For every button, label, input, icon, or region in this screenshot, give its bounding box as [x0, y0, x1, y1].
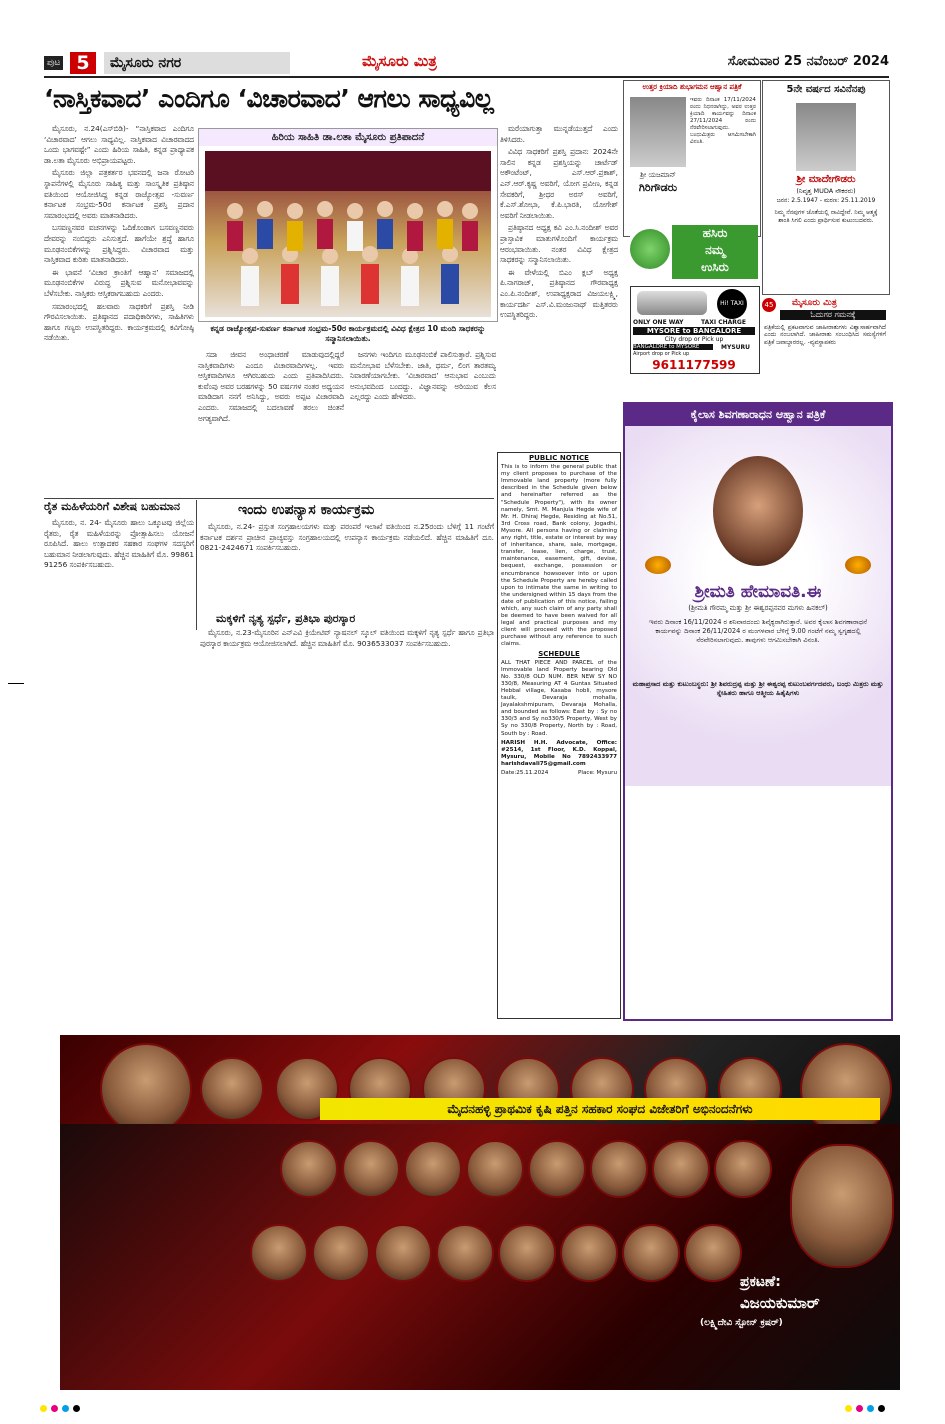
- public-notice-text: This is to inform the general public that my client proposes to purchase of the Immovable land property (more fully described in the Schedule given below and hereinafter referred as the "Schedule Property"), with its owner namely, Smt. M. Manjula Hegde wife of Mr. H. Dhiraj Hegde, Residing at No.51, 3rd Cross road, Bank colony, Jogadhi, Mysore. All persons having or claiming any right, title, estate or interest by way of inheritance, share, sale, mortgage, transfer, lease, lien, charge, trust, maintenance, easement, gift, devise, bequest, exchange, possession or encumbrance howsoever into or upon the Schedule Property are hereby called upon to intimate the same in writing to the undersigned within 15 days from the date of publication of this notice, failing which, any such claim of any party shall be deemed to have been waived for all legal and practical purposes and my client will proceed with the proposed purchase without any reference to such claims.: [501, 464, 617, 648]
- page-number: 5: [70, 52, 96, 74]
- section-name: ಮೈಸೂರು ನಗರ: [104, 52, 290, 74]
- deceased-relation: (ಶ್ರೀಮತಿ ಗೌರಮ್ಮ ಮತ್ತು ಶ್ರೀ ಈಶ್ವರಪ್ಪನವರ ಮಗಳು ಹಿನಕಲ್): [688, 604, 828, 612]
- divider: [196, 500, 197, 630]
- advocate-details: HARISH H.H. Advocate, Office: #2514, 1st Floor, K.D. Koppal, Mysuru, Mobile No 7892433977 harishdavali75@gmail.com: [501, 739, 617, 767]
- readers-notice-text: ಪತ್ರಿಕೆಯಲ್ಲಿ ಪ್ರಕಟವಾಗುವ ಜಾಹೀರಾತುಗಳು ವಿಶ್ವಾಸಾರ್ಹವಾಗಿದೆ ಎಂದು ನಂಬಲಾಗಿದೆ. ಜಾಹೀರಾತು ಸಂಬಂಧಿಸಿದ ಸಮಸ್ಯೆಗಳಿಗೆ ಪತ್ರಿಕೆ ಜವಾಬ್ದಾರರಲ್ಲ. -ವ್ಯವಸ್ಥಾಪಕರು: [764, 324, 886, 346]
- black-dot: [73, 1405, 80, 1412]
- farmer-story-body: [44, 518, 194, 626]
- obituary-girigowda: [623, 80, 761, 237]
- member-portrait: [714, 1140, 772, 1198]
- photo-caption: ಕನ್ನಡ ರಾಜ್ಯೋತ್ಸವ-ಸುವರ್ಣ ಕರ್ನಾಟಕ ಸಂಭ್ರಮ-50ರ ಕಾರ್ಯಕ್ರಮದಲ್ಲಿ ವಿವಿಧ ಕ್ಷೇತ್ರದ 10 ಮಂದಿ ಸಾಧಕರನ್ನು ಸನ್ಮಾನಿಸಲಾಯಿತು.: [210, 324, 486, 343]
- taxi-top-right: TAXI CHARGE: [701, 319, 746, 326]
- taxi-route-1-sub: City drop or Pick up: [664, 336, 724, 343]
- cyan-dot: [867, 1405, 874, 1412]
- yellow-dot: [40, 1405, 47, 1412]
- paragraph: ಜನಗಳು ಇಂದಿಗೂ ಮೂಢನಂಬಿಕೆ ಪಾಲಿಸುತ್ತಾರೆ. ಪ್ರಶ್ನಿಸುವ ಮನೋಭಾವ ಬೆಳೆಸಬೇಕು. ಜಾತಿ, ಧರ್ಮ, ಲಿಂಗ ತಾರತಮ್ಯ ನಿವಾರಣೆಯಾಗಬೇಕು. ‘ವಿಚಾರವಾದ’ ಆನುಭಾವ ಎಂಬುದು ಅನುಭವದಿಂದ ಬಂದದ್ದು. ವಿಜ್ಞಾನವನ್ನು ಅರಿಯುವ ಕೆಲಸ ಎಲ್ಲರದ್ದು ಎಂದು ಹೇಳಿದರು.: [350, 350, 496, 402]
- taxi-city: MYSURU: [721, 344, 751, 351]
- paragraph: ಮೈಸೂರು ಜಿಲ್ಲಾ ಪತ್ರಕರ್ತರ ಭವನದಲ್ಲಿ ಜನಾ ರೋಟರಿ ಸ್ಥಾಪನೆಗಳಲ್ಲಿ ಮೈಸೂರು ಸಾಹಿತ್ಯ ಮತ್ತು ಸಾಂಸ್ಕೃತಿಕ ಪ್ರತಿಷ್ಠಾನ ವತಿಯಿಂದ ಆಯೋಜಿಸಿದ್ದ ಕನ್ನಡ ರಾಜ್ಯೋತ್ಸವ -ಸುವರ್ಣ ಕರ್ನಾಟಕ ಸಂಭ್ರಮ-50ರ ಕರ್ನಾಟಕ ಪ್ರಶಸ್ತಿ ಪ್ರದಾನ ಸಮಾರಂಭದಲ್ಲಿ ಅವರು ಮಾತನಾಡಿದರು.: [44, 168, 194, 220]
- ad-lower-section: [60, 1124, 900, 1390]
- readers-notice-brand: ಮೈಸೂರು ಮಿತ್ರ: [792, 298, 837, 308]
- anniversary-badge: 45: [762, 298, 776, 312]
- member-portrait: [590, 1140, 648, 1198]
- award-ceremony-photo: [205, 151, 491, 317]
- slogan-line-1: ಹಸಿರು: [702, 226, 728, 240]
- readers-notice-title: ಓದುಗರ ಗಮನಕ್ಕೆ: [780, 310, 886, 320]
- oil-lamp-icon: [845, 556, 871, 574]
- hi-taxi-logo: Hi! TAXI: [717, 289, 747, 319]
- dateline: ಸೋಮವಾರ 25 ನವೆಂಬರ್ 2024: [727, 54, 889, 69]
- cyan-dot: [62, 1405, 69, 1412]
- taxi-phone: 9611177599: [652, 358, 736, 372]
- cooperative-congrats-strip: ಮೈದನಹಳ್ಳಿ ಪ್ರಾಥಮಿಕ ಕೃಷಿ ಪತ್ತಿನ ಸಹಕಾರ ಸಂಘದ ವಿಜೇತರಿಗೆ ಅಭಿನಂದನೆಗಳು: [320, 1098, 880, 1120]
- paragraph: ಪ್ರತಿಷ್ಠಾನದ ಅಧ್ಯಕ್ಷ ಕವಿ ಎಂ.ಸಿ.ನಂದೀಶ್ ಅವರ ಪ್ರಾಸ್ತಾವಿಕ ಮಾತುಗಳೊಂದಿಗೆ ಕಾರ್ಯಕ್ರಮ ಆರಂಭವಾಯಿತು. ನಂತರ ವಿವಿಧ ಕ್ಷೇತ್ರದ ಸಾಧಕರನ್ನು ಸನ್ಮಾನಿಸಲಾಯಿತು.: [500, 223, 618, 265]
- green-slogan-box: [630, 225, 758, 281]
- member-portrait: [684, 1224, 742, 1282]
- paragraph: ಮರೆಯಾಗುತ್ತಾ ಮುನ್ನಡೆಯುತ್ತದೆ ಎಂದು ತಿಳಿಸಿದರು.: [500, 124, 618, 144]
- invitation-text: ಇವರು ದಿನಾಂಕ 16/11/2024 ರ ಶನಿವಾರದಂದು ಶಿವೈಕ್ಯರಾಗಿರುತ್ತಾರೆ. ಅವರ ಕೈಲಾಸ ಶಿವಗಣಾರಾಧನೆ ಕಾರ್ಯವನ್ನು ದಿನಾಂಕ 26/11/2024 ರ ಮಂಗಳವಾರ ಬೆಳಿಗ್ಗೆ 9.00 ಗಂಟೆಗೆ ನಮ್ಮ ಸ್ವಗೃಹದಲ್ಲಿ ನೆರವೇರಿಸಲಾಗುವುದು. ತಾವುಗಳು ಆಗಮಿಸಬೇಕಾಗಿ ವಿನಂತಿ.: [648, 618, 868, 644]
- member-portrait: [342, 1140, 400, 1198]
- car-image: [637, 291, 707, 315]
- credit-label: ಪ್ರಕಟಣೆ:: [740, 1274, 781, 1290]
- magenta-dot: [51, 1405, 58, 1412]
- masthead: [44, 52, 889, 78]
- member-portrait: [250, 1224, 308, 1282]
- public-notice-title: PUBLIC NOTICE: [529, 454, 589, 462]
- remembrance-title: 5ನೇ ವರ್ಷದ ಸವಿನೆನಪು: [786, 84, 866, 95]
- notice-place: Place: Mysuru: [578, 770, 617, 777]
- member-portrait: [652, 1140, 710, 1198]
- taxi-top-left: ONLY ONE WAY: [633, 319, 684, 326]
- member-portrait: [560, 1224, 618, 1282]
- lead-lower-column-1: [198, 350, 344, 496]
- leader-portrait: [200, 1057, 264, 1121]
- portrait-photo: [713, 456, 803, 566]
- member-portrait: [312, 1224, 370, 1282]
- margin-mark: [8, 683, 24, 684]
- magenta-dot: [856, 1405, 863, 1412]
- lead-column-1: [44, 124, 194, 496]
- obituary-title: ಉತ್ತರ ಕ್ರಿಯಾದಿ ಶುಭಾಗಮನ ಆಹ್ವಾನ ಪತ್ರಿಕೆ: [642, 83, 742, 91]
- taxi-route-2-sub: Airport drop or Pick up: [633, 351, 690, 357]
- lead-headline: ‘ನಾಸ್ತಿಕವಾದ’ ಎಂದಿಗೂ ‘ವಿಚಾರವಾದ’ ಆಗಲು ಸಾಧ್ಯವಿಲ್ಲ: [44, 84, 494, 113]
- page-label: ಪುಟ: [44, 56, 63, 70]
- shivaganaradhane-invitation: [623, 402, 893, 1021]
- paragraph: ಈ ಭಾವನೆ ‘ವಿಚಾರ ಕ್ರಾಂತಿಗೆ ಆಹ್ವಾನ’ ಸಮಾಜದಲ್ಲಿ ಮೂಢನಂಬಿಕೆಗಳ ವಿರುದ್ಧ ಪ್ರಶ್ನಿಸುವ ಮನೋಭಾವವನ್ನು ಬೆಳೆಸಬೇಕು. ನಾಸ್ತಿಕರು ಆಸ್ತಿಕರಾಗಬಹುದು ಎಂದರು.: [44, 267, 194, 298]
- obituary-name-label: ಶ್ರೀ ಯಜಮಾನ್: [640, 171, 676, 179]
- member-portrait: [622, 1224, 680, 1282]
- taxi-route-2: BANGALORE to MYSORE: [633, 344, 713, 350]
- readers-notice: [762, 298, 888, 372]
- obituary-madegowda: [762, 80, 890, 295]
- registration-marks-right: [845, 1405, 885, 1412]
- paragraph: ಮೈಸೂರು, ನ. 24- ಮೈಸೂರು ಹಾಲು ಒಕ್ಕೂಟವು ಜಿಲ್ಲೆಯ ರೈತರು, ರೈತ ಮಹಿಳೆಯರನ್ನು ಪ್ರೋತ್ಸಾಹಿಸಲು ಯೋಜನೆ ರೂಪಿಸಿದೆ. ಹಾಲು ಉತ್ಪಾದಕರ ಸಹಕಾರ ಸಂಘಗಳ ಸದಸ್ಯರಿಗೆ ಬಹುಮಾನ ನೀಡಲಾಗುವುದು. ಹೆಚ್ಚಿನ ಮಾಹಿತಿಗೆ ಮೊ. 99861 91256 ಸಂಪರ್ಕಿಸಬಹುದು.: [44, 518, 194, 570]
- paragraph: ಸದಾ ಜೀವನ ಅಂಧಾಚರಣೆ ಮಾಡುವುದಲ್ಲಿದ್ದರೆ ನಾಸ್ತಿಕವಾದಿಗಳು ಎಂದೂ ವಿಚಾರವಾದಿಗಳಲ್ಲ. ಇವರು ಆಸ್ತಿಕವಾದಿಗಳೂ ಆಗಿರಬಹುದು ಎಂದು ಪ್ರತಿಪಾದಿಸಿದರು. ಕುವೆಂಪು ಅವರ ಬರಹಗಳನ್ನು 50 ವರ್ಷಗಳ ನಂತರ ಅಧ್ಯಯನ ಮಾಡಿದಾಗ ನನಗೆ ಅನಿಸಿದ್ದು, ಅವರು ಅಪ್ಪಟ ವಿಚಾರವಾದಿ ಎಂದರು. ಸಮಾಜದಲ್ಲಿ ಬದಲಾವಣೆ ತರಲು ಚಿಂತನೆ ಅಗತ್ಯವಾಗಿದೆ.: [198, 350, 344, 423]
- notice-date: Date:25.11.2024: [501, 770, 549, 777]
- remembrance-dates: ಜನನ: 2.5.1947 - ಮರಣ: 25.11.2019: [776, 197, 876, 204]
- leader-portrait: [800, 1043, 892, 1135]
- schedule-title: SCHEDULE: [538, 649, 580, 658]
- lead-lower-column-2: [350, 350, 496, 496]
- newspaper-brand: ಮೈಸೂರು ಮಿತ್ರ: [362, 52, 437, 70]
- lecture-story-headline: ಇಂದು ಉಪನ್ಯಾಸ ಕಾರ್ಯಕ್ರಮ: [238, 502, 375, 518]
- black-dot: [878, 1405, 885, 1412]
- remembrance-text: ನಿಮ್ಮ ನೆನಪುಗಳ ಜೊತೆಯಲ್ಲಿ ನಾವಿದ್ದೇವೆ. ನಿಮ್ಮ ಆತ್ಮಕ್ಕೆ ಶಾಂತಿ ಸಿಗಲಿ ಎಂದು ಪ್ರಾರ್ಥಿಸುವ ಕುಟುಂಬದವರು.: [774, 209, 878, 224]
- deceased-name: ಶ್ರೀಮತಿ ಹೇಮಾವತಿ.ಈ: [694, 582, 822, 602]
- farmer-story-headline: ರೈತ ಮಹಿಳೆಯರಿಗೆ ವಿಶೇಷ ಬಹುಮಾನ: [44, 500, 181, 513]
- paragraph: ಮೈಸೂರು, ನ.23-ಮೈಸೂರಿನ ಎನ್‌ಎವಿ ಕ್ರಿಯೇಟಿವ್ ನ್ಯಾಷನಲ್ ಸ್ಕೂಲ್ ವತಿಯಿಂದ ಮಕ್ಕಳಿಗೆ ನೃತ್ಯ ಸ್ಪರ್ಧೆ ಹಾಗೂ ಪ್ರತಿಭಾ ಪುರಸ್ಕಾರ ಕಾರ್ಯಕ್ರಮ ಆಯೋಜಿಸಲಾಗಿದೆ. ಹೆಚ್ಚಿನ ಮಾಹಿತಿಗೆ ಮೊ. 9036533037 ಸಂಪರ್ಕಿಸಬಹುದು.: [200, 628, 494, 648]
- registration-marks-left: [40, 1405, 80, 1412]
- notice-footer: [498, 770, 620, 777]
- leader-portrait: [100, 1043, 192, 1135]
- member-portrait: [374, 1224, 432, 1282]
- taxi-advertisement: [630, 286, 760, 374]
- obituary-text: ಇವರು ದಿನಾಂಕ 17/11/2024 ರಂದು ನಿಧನರಾಗಿದ್ದು, ಅವರ ಉತ್ತರ ಕ್ರಿಯಾದಿ ಕಾರ್ಯವನ್ನು ದಿನಾಂಕ 27/11/2024 ರಂದು ನೆರವೇರಿಸಲಾಗುವುದು. ಬಂಧುಮಿತ್ರರು ಆಗಮಿಸಬೇಕಾಗಿ ವಿನಂತಿ.: [690, 97, 756, 145]
- credit-name: ವಿಜಯಕುಮಾರ್: [740, 1294, 820, 1312]
- invitation-footer: ಮಹಾಪ್ರಸಾದ ಮತ್ತು ಕುಟುಂಬಸ್ಥರು: ಶ್ರೀ ಶಿವರುದ್ರಪ್ಪ ಮತ್ತು ಶ್ರೀ ಈಶ್ವರಪ್ಪ ಕುಟುಂಬವರ್ಗದವರು, ಬಂಧು ಮಿತ್ರರು ಮತ್ತು ಸ್ನೇಹಿತರು ಹಾಗೂ ಆತ್ಮೀಯ ಹಿತೈಷಿಗಳು: [632, 680, 884, 697]
- yellow-dot: [845, 1405, 852, 1412]
- paragraph: ಮೈಸೂರು, ನ.24(ಎಸ್‌ಬಿಡಿ)- “ನಾಸ್ತಿಕವಾದ ಎಂದಿಗೂ ‘ವಿಚಾರವಾದ’ ಆಗಲು ಸಾಧ್ಯವಿಲ್ಲ. ನಾಸ್ತಿಕವಾದ ವಿಚಾರವಾದದ ಒಂದು ಭಾಗವಷ್ಟೇ” ಎಂದು ಹಿರಿಯ ಸಾಹಿತಿ, ಕನ್ನಡ ಪ್ರಾಧ್ಯಾಪಕ ಡಾ.ಲತಾ ಮೈಸೂರು ಅಭಿಪ್ರಾಯಪಟ್ಟರು.: [44, 124, 194, 165]
- portrait-photo: [796, 103, 856, 171]
- portrait-photo: [630, 97, 686, 167]
- credit-subtitle: (ಲಕ್ಷ್ಮಿದೇವಿ ಸ್ಟೋನ್ ಕ್ರಷರ್): [700, 1318, 783, 1328]
- publisher-portrait: [790, 1144, 894, 1268]
- member-portrait: [404, 1140, 462, 1198]
- divider: [44, 498, 494, 499]
- paragraph: ಸಮಾರಂಭದಲ್ಲಿ ಹಲವಾರು ಸಾಧಕರಿಗೆ ಪ್ರಶಸ್ತಿ ನೀಡಿ ಗೌರವಿಸಲಾಯಿತು. ಪ್ರತಿಷ್ಠಾನದ ಪದಾಧಿಕಾರಿಗಳು, ಸಾಹಿತಿಗಳು ಹಾಗೂ ಗಣ್ಯರು ಉಪಸ್ಥಿತರಿದ್ದರು. ಕಾರ್ಯಕ್ರಮದಲ್ಲಿ ಕವಿಗೋಷ್ಠಿ ನಡೆಯಿತು.: [44, 301, 194, 343]
- public-notice: [497, 452, 621, 1019]
- lead-column-3: [500, 124, 618, 496]
- remembrance-subname: (ನಿವೃತ್ತ MUDA ನೌಕರರು): [796, 187, 856, 195]
- paragraph: ಮೈಸೂರು, ನ.24- ಪ್ರಸ್ತುತ ಸಂಗ್ರಹಾಲಯಗಳು ಮತ್ತು ಪರಂಪರೆ ಇಲಾಖೆ ವತಿಯಿಂದ ನ.25ರಂದು ಬೆಳಿಗ್ಗೆ 11 ಗಂಟೆಗೆ ಕರ್ನಾಟಕ ದರ್ಶನ ಪ್ರಾಚೀನ ಪ್ರಾಚ್ಯವಸ್ತು ಸಂಗ್ರಹಾಲಯದಲ್ಲಿ ಉಪನ್ಯಾಸ ಕಾರ್ಯಕ್ರಮ ನಡೆಯಲಿದೆ. ಹೆಚ್ಚಿನ ಮಾಹಿತಿಗೆ ದೂ. 0821-2424671 ಸಂಪರ್ಕಿಸಬಹುದು.: [200, 522, 494, 553]
- slogan-text: [672, 225, 758, 279]
- member-portrait: [280, 1140, 338, 1198]
- children-story-headline: ಮಕ್ಕಳಿಗೆ ನೃತ್ಯ ಸ್ಪರ್ಧೆ, ಪ್ರತಿಭಾ ಪುರಸ್ಕಾರ: [216, 612, 356, 625]
- member-portrait: [466, 1140, 524, 1198]
- photo-title: ಹಿರಿಯ ಸಾಹಿತಿ ಡಾ.ಲತಾ ಮೈಸೂರು ಪ್ರತಿಪಾದನೆ: [199, 129, 497, 146]
- group-photo-figures: [205, 151, 491, 317]
- member-portrait: [436, 1224, 494, 1282]
- invitation-title: ಕೈಲಾಸ ಶಿವಗಣಾರಾಧನ ಆಹ್ವಾನ ಪತ್ರಿಕೆ: [625, 404, 891, 426]
- member-portrait: [528, 1140, 586, 1198]
- globe-icon: [630, 229, 670, 269]
- paragraph: ವಿವಿಧ ಸಾಧಕರಿಗೆ ಪ್ರಶಸ್ತಿ ಪ್ರದಾನ: 2024ನೇ ಸಾಲಿನ ಕನ್ನಡ ಪ್ರಶಸ್ತಿಯನ್ನು ಚಾರ್ಟೆಡ್ ಅಕೌಂಟೆಂಟ್, ಎಸ್.ಆರ್.ಪ್ರಕಾಶ್, ಎನ್.ಆರ್.ಕೃಷ್ಣ ಅವರಿಗೆ, ಯೋಗ ಪ್ರವೀಣ, ಕನ್ನಡ ಸೇವಕರಿಗೆ, ಶ್ರೀಧರ ಅರಸ್ ಅವರಿಗೆ, ಕೆ.ಎಸ್.ಶೋಭಾ, ಕೆ.ಪಿ.ಭಾರತಿ, ಯೋಗೇಶ್ ಅವರಿಗೆ ನೀಡಲಾಯಿತು.: [500, 147, 618, 220]
- taxi-route-1: MYSORE to BANGALORE: [633, 327, 755, 335]
- schedule-text: ALL THAT PIECE AND PARCEL of the Immovable land Property bearing Old No. 330/8 OLD NUM. BER NEW SY NO 330/8, Measuring AT 4 Guntas Situated Hebbal village, Kasaba hobli, mysore taulk, Devaraja mohalla, Jayalakshmipuram, Devaraja Mohalla, and bounded as follows: East by : Sy no 330/3 and Sy no330/5 Property, West by Sy no 330/8 Property, North by : Road, South by : Road.: [501, 659, 617, 737]
- member-portrait: [498, 1224, 556, 1282]
- remembrance-name: ಶ್ರೀ ಮಾದೇಗೌಡರು: [796, 174, 856, 185]
- paragraph: ಬಸವಣ್ಣನವರ ವಚನಗಳನ್ನು ಓದಿಕೊಂಡಾಗ ಬಸವಣ್ಣನವರು ದೇವರನ್ನು ನಂಬಿದ್ದರು ಎನಿಸುತ್ತದೆ. ಹಾಗೆಯೇ ಶ್ರದ್ಧೆ ಹಾಗೂ ಮೂಢನಂಬಿಕೆಗಳನ್ನು ಪ್ರಶ್ನಿಸಿದ್ದರು. ವಿಚಾರವಾದ ಮತ್ತು ನಾಸ್ತಿಕವಾದ ಕುರಿತು ಮಾತನಾಡಿದರು.: [44, 223, 194, 265]
- lecture-story-body: [200, 522, 494, 614]
- children-story-body: [200, 628, 494, 672]
- paragraph: ಈ ವೇಳೆಯಲ್ಲಿ ಬಿಎಂ ಕ್ಲಬ್ ಅಧ್ಯಕ್ಷ ಪಿ.ನಾಗರಾಜ್, ಪ್ರತಿಷ್ಠಾನದ ಗೌರವಾಧ್ಯಕ್ಷ ಎಂ.ಪಿ.ನಂದೀಶ್, ಉಪಾಧ್ಯಕ್ಷರಾದ ವಿಜಯಲಕ್ಷ್ಮಿ, ಕಾರ್ಯದರ್ಶಿ ಎಸ್.ವಿ.ಮಂಜುನಾಥ್ ಮತ್ತಿತರರು ಉಪಸ್ಥಿತರಿದ್ದರು.: [500, 267, 618, 320]
- slogan-line-3: ಉಸಿರು: [701, 260, 729, 274]
- slogan-line-2: ನಮ್ಮ: [705, 243, 725, 257]
- oil-lamp-icon: [645, 556, 671, 574]
- lead-photo-block: [198, 128, 498, 322]
- obituary-name: ಗಿರಿಗೌಡರು: [638, 181, 678, 194]
